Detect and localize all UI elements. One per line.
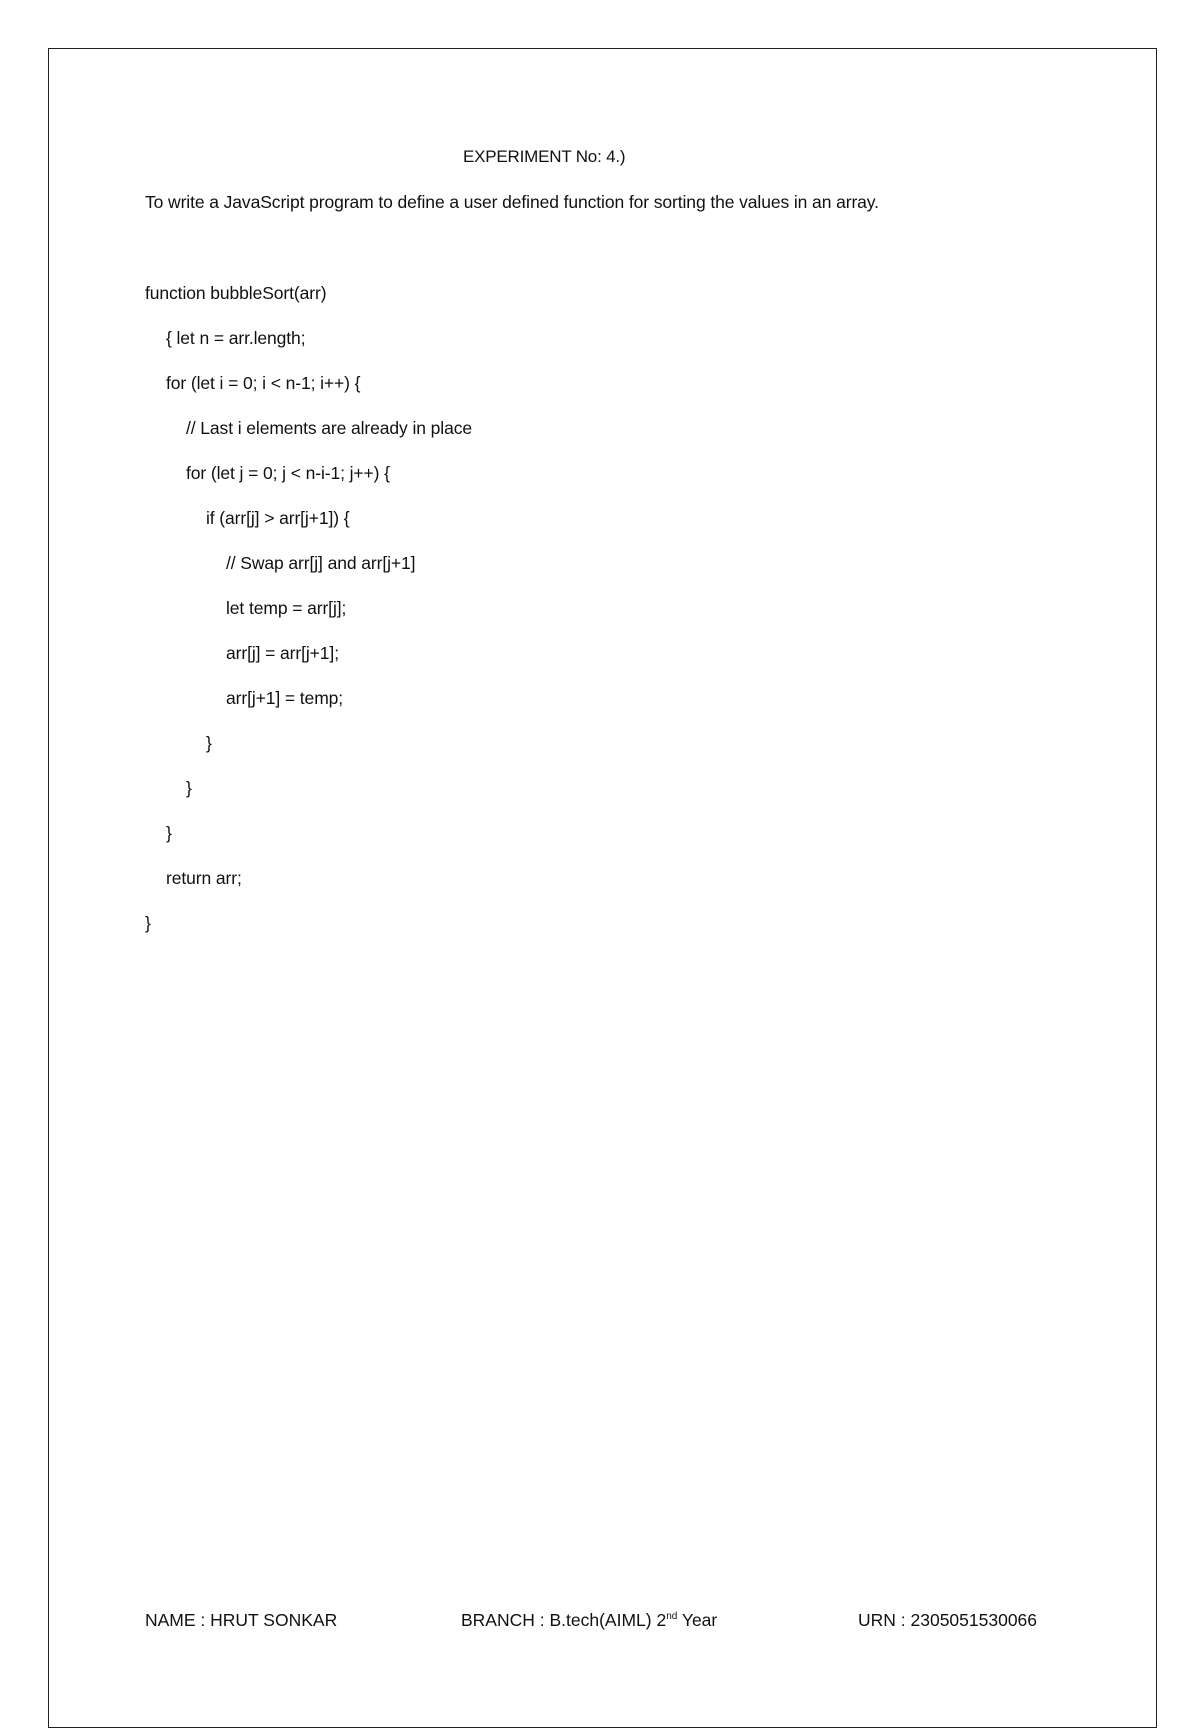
code-line: arr[j+1] = temp;: [226, 688, 344, 708]
code-line: return arr;: [166, 868, 242, 888]
code-line: // Last i elements are already in place: [186, 418, 472, 438]
experiment-title: EXPERIMENT No: 4.): [463, 147, 626, 166]
branch-year-text: Year: [677, 1610, 718, 1630]
student-urn: URN : 2305051530066: [858, 1610, 1038, 1630]
code-line: // Swap arr[j] and arr[j+1]: [226, 553, 416, 573]
code-line: if (arr[j] > arr[j+1]) {: [206, 508, 350, 528]
student-name: NAME : HRUT SONKAR: [145, 1610, 338, 1630]
code-line: for (let i = 0; i < n-1; i++) {: [166, 373, 361, 393]
code-line: for (let j = 0; j < n-i-1; j++) {: [186, 463, 390, 483]
student-branch: [461, 1610, 717, 1631]
code-line: function bubbleSort(arr): [145, 283, 327, 303]
experiment-aim: To write a JavaScript program to define a user defined function for sorting the values in an array.: [145, 192, 879, 212]
code-line: }: [145, 913, 151, 933]
code-line: { let n = arr.length;: [166, 328, 306, 348]
code-line: arr[j] = arr[j+1];: [226, 643, 339, 663]
code-line: let temp = arr[j];: [226, 598, 347, 618]
branch-text: BRANCH : B.tech(AIML) 2: [461, 1610, 667, 1630]
code-line: }: [206, 733, 212, 753]
code-line: }: [186, 778, 192, 798]
code-line: }: [166, 823, 172, 843]
branch-ordinal-superscript: nd: [666, 1611, 678, 1623]
